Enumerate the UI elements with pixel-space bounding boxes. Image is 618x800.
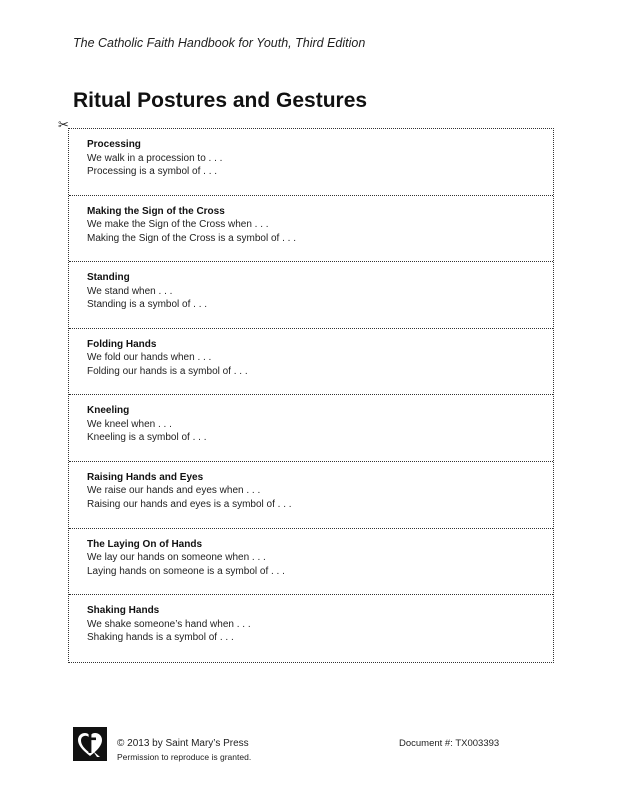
card-symbol-line: Kneeling is a symbol of . . . bbox=[87, 432, 207, 444]
card-raising-hands-and-eyes bbox=[69, 462, 553, 529]
card-when-line: We kneel when . . . bbox=[87, 418, 172, 430]
card-laying-on-of-hands bbox=[69, 529, 553, 596]
book-title: The Catholic Faith Handbook for Youth, Third Edition bbox=[73, 36, 366, 50]
card-symbol-line: Standing is a symbol of . . . bbox=[87, 299, 208, 311]
card-title: Processing bbox=[87, 139, 141, 150]
card-when-line: We make the Sign of the Cross when . . . bbox=[87, 219, 269, 231]
card-symbol-line: Processing is a symbol of . . . bbox=[87, 166, 218, 177]
card-processing bbox=[69, 129, 553, 196]
card-title: The Laying On of Hands bbox=[87, 538, 203, 550]
card-title: Shaking Hands bbox=[87, 605, 160, 617]
card-title: Folding Hands bbox=[87, 338, 157, 350]
card-title: Making the Sign of the Cross bbox=[87, 205, 225, 217]
saint-marys-press-logo-icon bbox=[73, 727, 107, 761]
page-title: Ritual Postures and Gestures bbox=[73, 89, 368, 112]
copyright-text: © 2013 by Saint Mary’s Press bbox=[117, 738, 249, 749]
card-sign-of-the-cross bbox=[69, 196, 553, 263]
card-when-line: We walk in a procession to . . . bbox=[87, 152, 223, 164]
card-symbol-line: Folding our hands is a symbol of . . . bbox=[87, 365, 248, 377]
card-when-line: We stand when . . . bbox=[87, 285, 173, 297]
cutout-cards bbox=[68, 128, 554, 663]
card-when-line: We shake someone’s hand when . . . bbox=[87, 618, 251, 630]
card-when-line: We lay our hands on someone when . . . bbox=[87, 552, 266, 564]
card-symbol-line: Making the Sign of the Cross is a symbol of . . . bbox=[87, 232, 296, 244]
card-title: Standing bbox=[87, 272, 130, 284]
card-symbol-line: Laying hands on someone is a symbol of . . . bbox=[87, 565, 285, 577]
card-shaking-hands bbox=[69, 595, 553, 662]
card-standing bbox=[69, 262, 553, 329]
permission-text: Permission to reproduce is granted. bbox=[117, 752, 252, 762]
card-title: Raising Hands and Eyes bbox=[87, 471, 204, 483]
scissors-icon: ✂ bbox=[58, 117, 69, 132]
card-symbol-line: Raising our hands and eyes is a symbol of . . . bbox=[87, 498, 292, 510]
card-symbol-line: Shaking hands is a symbol of . . . bbox=[87, 632, 234, 644]
card-when-line: We fold our hands when . . . bbox=[87, 352, 212, 364]
card-when-line: We raise our hands and eyes when . . . bbox=[87, 485, 261, 497]
card-title: Kneeling bbox=[87, 405, 130, 417]
card-kneeling bbox=[69, 395, 553, 462]
document-number: Document #: TX003393 bbox=[399, 738, 500, 749]
card-folding-hands bbox=[69, 329, 553, 396]
